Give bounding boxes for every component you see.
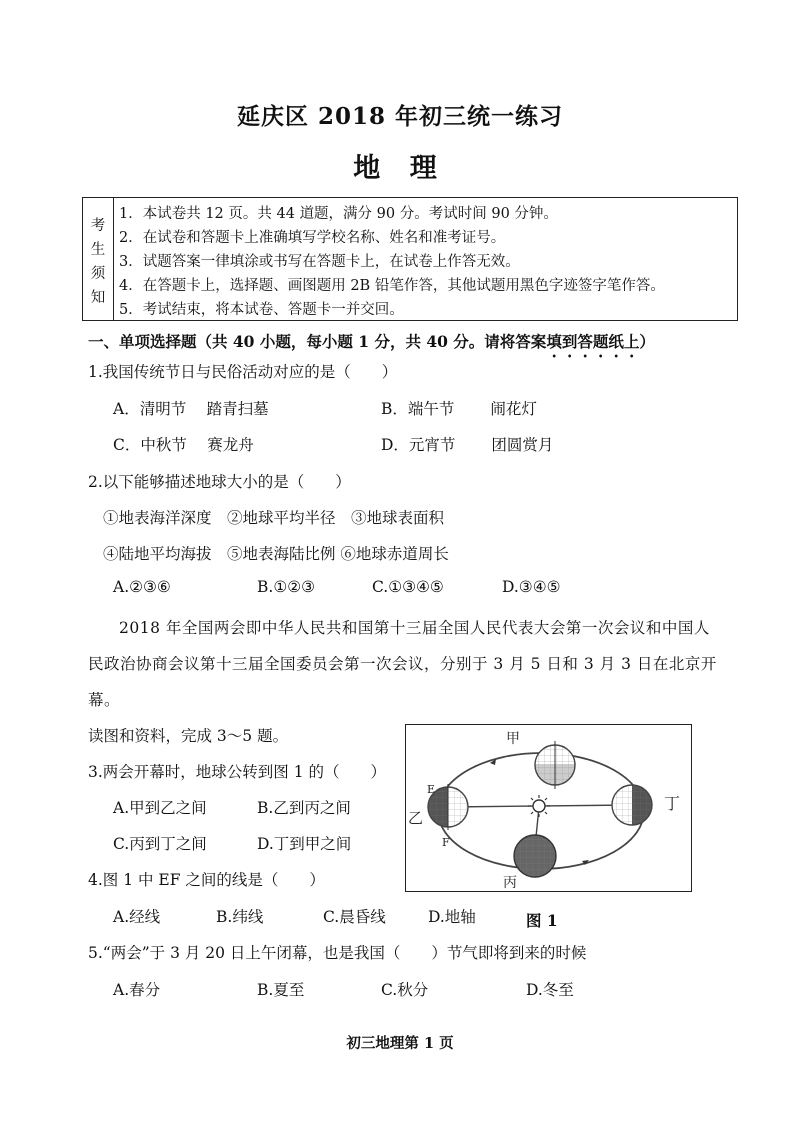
question-1-stem: 1.我国传统节日与民俗活动对应的是（ ） bbox=[88, 363, 398, 381]
notice-label-char: 生 bbox=[90, 242, 106, 258]
subject-title: 地 理 bbox=[353, 153, 447, 184]
section-heading-main: 一、单项选择题（共 40 小题，每小题 1 分，共 40 分。请将答案 bbox=[88, 332, 547, 351]
notice-label-char: 考 bbox=[90, 218, 106, 234]
label-bing: 丙 bbox=[503, 875, 517, 891]
candidate-notice-box bbox=[82, 197, 738, 321]
q3-option-c: C.丙到丁之间 bbox=[113, 835, 207, 853]
q2-option-b: B.①②③ bbox=[257, 578, 316, 596]
notice-item: 3．试题答案一律填涂或书写在答题卡上，在试卷上作答无效。 bbox=[119, 254, 520, 270]
question-4-stem: 4.图 1 中 EF 之间的线是（ ） bbox=[88, 871, 325, 889]
q4-option-d: D.地轴 bbox=[428, 908, 476, 926]
q1-option-a: A．清明节 踏青扫墓 bbox=[113, 400, 269, 418]
label-ding: 丁 bbox=[664, 794, 681, 813]
q2-option-a: A.②③⑥ bbox=[113, 578, 171, 596]
figure-caption: 图 1 bbox=[526, 911, 558, 930]
passage-line: 幕。 bbox=[88, 691, 121, 709]
earth-jia-globe-icon bbox=[535, 741, 575, 789]
notice-item: 4．在答题卡上，选择题、画图题用 2B 铅笔作答，其他试题用黑色字迹签字笔作答。 bbox=[119, 278, 665, 294]
q2-option-c: C.①③④⑤ bbox=[372, 578, 444, 596]
question-5-stem: 5.“两会”于 3 月 20 日上午闭幕，也是我国（ ）节气即将到来的时候 bbox=[88, 944, 587, 962]
notice-item: 1．本试卷共 12 页。共 44 道题，满分 90 分。考试时间 90 分钟。 bbox=[119, 206, 558, 222]
q4-option-c: C.晨昏线 bbox=[323, 908, 386, 926]
earth-bing-globe-icon bbox=[514, 835, 556, 877]
question-3-stem: 3.两会开幕时，地球公转到图 1 的（ ） bbox=[88, 763, 387, 781]
label-f: F bbox=[442, 836, 450, 849]
notice-label-char: 须 bbox=[90, 266, 106, 282]
q2-statement-line: ①地表海洋深度 ②地球平均半径 ③地球表面积 bbox=[103, 509, 445, 527]
section-heading-end: ） bbox=[639, 332, 655, 351]
q3-option-b: B.乙到丙之间 bbox=[257, 799, 351, 817]
q4-option-b: B.纬线 bbox=[216, 908, 264, 926]
q5-option-d: D.冬至 bbox=[526, 981, 574, 999]
q1-option-b: B．端午节 闹花灯 bbox=[381, 400, 537, 418]
passage-line: 民政治协商会议第十三届全国委员会第一次会议，分别于 3 月 5 日和 3 月 3 日在北京开 bbox=[88, 655, 717, 673]
notice-label-column bbox=[83, 198, 114, 320]
q2-statement-line: ④陆地平均海拔 ⑤地表海陆比例 ⑥地球赤道周长 bbox=[103, 545, 449, 563]
label-e: E bbox=[427, 783, 436, 796]
label-yi: 乙 bbox=[408, 809, 424, 827]
notice-label-char: 知 bbox=[90, 290, 106, 306]
q3-option-d: D.丁到甲之间 bbox=[257, 835, 352, 853]
q4-option-a: A.经线 bbox=[113, 908, 161, 926]
earth-orbit-figure bbox=[405, 724, 692, 892]
section-heading bbox=[88, 330, 655, 361]
q1-option-c: C．中秋节 赛龙舟 bbox=[113, 436, 254, 454]
q1-option-d: D．元宵节 团圆赏月 bbox=[381, 436, 554, 454]
earth-orbit-diagram bbox=[406, 725, 691, 891]
passage-line: 2018 年全国两会即中华人民共和国第十三届全国人民代表大会第一次会议和中国人 bbox=[119, 619, 710, 637]
q5-option-c: C.秋分 bbox=[381, 981, 429, 999]
earth-ding-globe-icon bbox=[612, 785, 652, 825]
passage-instruction: 读图和资料，完成 3～5 题。 bbox=[88, 727, 289, 745]
q5-option-a: A.春分 bbox=[113, 981, 161, 999]
q2-option-d: D.③④⑤ bbox=[502, 578, 561, 596]
question-2-stem: 2.以下能够描述地球大小的是（ ） bbox=[88, 473, 351, 491]
exam-title: 延庆区 2018 年初三统一练习 bbox=[236, 103, 564, 130]
notice-item: 2．在试卷和答题卡上准确填写学校名称、姓名和准考证号。 bbox=[119, 230, 506, 246]
label-jia: 甲 bbox=[506, 731, 520, 747]
page-footer: 初三地理第 1 页 bbox=[346, 1035, 454, 1052]
q3-option-a: A.甲到乙之间 bbox=[113, 799, 207, 817]
q5-option-b: B.夏至 bbox=[257, 981, 305, 999]
section-heading-emphasis: 填到答题纸上 bbox=[546, 332, 640, 351]
notice-item: 5．考试结束，将本试卷、答题卡一并交回。 bbox=[119, 302, 404, 318]
